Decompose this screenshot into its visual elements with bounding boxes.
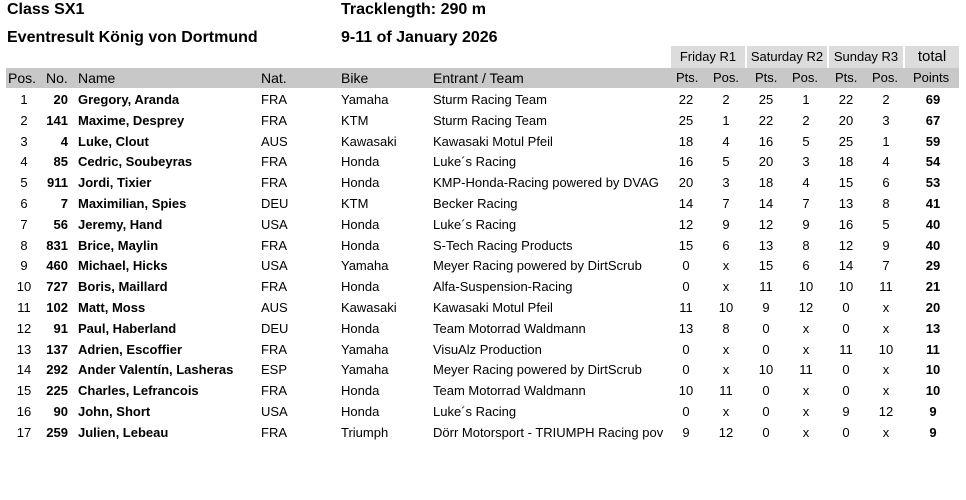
cell-number: 292 xyxy=(46,362,68,378)
cell-nat: AUS xyxy=(261,133,288,149)
cell-total: 9 xyxy=(929,403,937,419)
cell-r3-pts: 0 xyxy=(842,362,850,378)
cell-bike: Yamaha xyxy=(341,92,389,107)
cell-nat: USA xyxy=(261,216,288,232)
cell-number: 102 xyxy=(46,299,68,315)
cell-name: Luke, Clout xyxy=(78,133,149,149)
cell-bike: Triumph xyxy=(341,424,389,440)
cell-pos: 17 xyxy=(16,424,32,440)
cell-r1-pts: 18 xyxy=(678,133,694,149)
cell-pos: 7 xyxy=(20,216,28,232)
cell-total: 20 xyxy=(925,299,941,315)
cell-r1-pos: 1 xyxy=(722,112,730,128)
cell-nat: USA xyxy=(261,403,288,419)
cell-r2-pos: 2 xyxy=(802,112,810,128)
cell-team: Dörr Motorsport - TRIUMPH Racing pov xyxy=(433,424,664,440)
cell-r3-pts: 22 xyxy=(838,92,854,107)
cell-bike: Honda xyxy=(341,320,380,336)
cell-r3-pts: 11 xyxy=(839,341,853,357)
cell-team: Kawasaki Motul Pfeil xyxy=(433,299,553,315)
cell-r2-pos: x xyxy=(802,383,810,399)
cell-bike: Honda xyxy=(341,403,380,419)
cell-r1-pos: x xyxy=(722,341,730,357)
cell-team: Alfa-Suspension-Racing xyxy=(433,279,573,295)
track-length: Tracklength: 290 m xyxy=(341,1,486,18)
cell-r1-pts: 0 xyxy=(682,279,690,295)
cell-total: 53 xyxy=(925,175,941,191)
cell-pos: 6 xyxy=(20,195,28,211)
cell-r3-pos: 11 xyxy=(879,279,893,295)
cell-r3-pos: 7 xyxy=(882,258,890,274)
cell-nat: FRA xyxy=(261,383,287,399)
table-row xyxy=(0,173,966,194)
cell-r1-pos: 6 xyxy=(722,237,730,253)
cell-number: 20 xyxy=(53,92,68,107)
cell-r1-pos: x xyxy=(722,258,730,274)
table-row xyxy=(0,194,966,215)
cell-r2-pts: 25 xyxy=(758,92,774,107)
cell-team: Team Motorrad Waldmann xyxy=(433,383,586,399)
cell-nat: USA xyxy=(261,258,288,274)
col-r3-pos: Pos. xyxy=(872,70,899,85)
col-r3-pts: Pts. xyxy=(835,70,858,85)
cell-total: 40 xyxy=(925,237,941,253)
cell-name: Cedric, Soubeyras xyxy=(78,154,193,170)
cell-r3-pos: x xyxy=(882,320,890,336)
col-no: No. xyxy=(46,70,68,86)
table-row xyxy=(0,152,966,173)
cell-name: Jeremy, Hand xyxy=(78,216,163,232)
cell-r3-pos: 5 xyxy=(882,216,890,232)
cell-r3-pts: 10 xyxy=(838,279,854,295)
cell-bike: Yamaha xyxy=(341,258,389,274)
cell-r3-pts: 0 xyxy=(842,383,850,399)
cell-r3-pos: 10 xyxy=(878,341,894,357)
cell-team: VisuAlz Production xyxy=(433,341,542,357)
cell-bike: Yamaha xyxy=(341,341,389,357)
cell-team: Team Motorrad Waldmann xyxy=(433,320,586,336)
cell-r3-pts: 14 xyxy=(838,258,854,274)
cell-r1-pts: 16 xyxy=(678,154,694,170)
cell-r1-pos: 5 xyxy=(722,154,730,170)
table-row xyxy=(0,90,966,111)
table-row xyxy=(0,381,966,402)
cell-pos: 2 xyxy=(20,112,28,128)
cell-r1-pos: 11 xyxy=(719,383,733,399)
cell-r2-pts: 13 xyxy=(758,237,774,253)
cell-bike: Yamaha xyxy=(341,362,389,378)
cell-r1-pts: 15 xyxy=(678,237,694,253)
cell-r3-pos: 8 xyxy=(882,195,890,211)
cell-nat: ESP xyxy=(261,362,288,378)
cell-r3-pts: 0 xyxy=(842,299,850,315)
cell-r3-pts: 25 xyxy=(838,133,854,149)
cell-team: KMP-Honda-Racing powered by DVAG xyxy=(433,175,659,191)
cell-number: 141 xyxy=(46,112,68,128)
cell-r1-pts: 0 xyxy=(682,362,690,378)
table-row xyxy=(0,236,966,257)
cell-bike: Kawasaki xyxy=(341,133,397,149)
cell-pos: 3 xyxy=(20,133,28,149)
cell-r3-pos: 4 xyxy=(882,154,890,170)
col-r1-pos: Pos. xyxy=(713,70,740,85)
cell-bike: Honda xyxy=(341,237,380,253)
cell-r3-pos: 1 xyxy=(882,133,890,149)
cell-r2-pts: 0 xyxy=(762,403,770,419)
cell-r3-pos: 3 xyxy=(882,112,890,128)
cell-r2-pos: 5 xyxy=(802,133,810,149)
cell-r1-pts: 0 xyxy=(682,403,690,419)
cell-r2-pos: x xyxy=(802,341,810,357)
cell-r2-pts: 15 xyxy=(758,258,774,274)
class-title: Class SX1 xyxy=(7,1,85,18)
cell-r2-pos: 11 xyxy=(799,362,813,378)
cell-nat: FRA xyxy=(261,341,287,357)
cell-r1-pts: 9 xyxy=(682,424,690,440)
cell-r1-pts: 10 xyxy=(678,383,694,399)
cell-r2-pts: 0 xyxy=(762,341,770,357)
cell-r3-pts: 13 xyxy=(838,195,854,211)
table-row xyxy=(0,340,966,361)
cell-pos: 15 xyxy=(16,383,32,399)
cell-r3-pos: x xyxy=(882,362,890,378)
cell-name: Jordi, Tixier xyxy=(78,175,152,191)
cell-team: Meyer Racing powered by DirtScrub xyxy=(433,258,642,274)
cell-r1-pts: 20 xyxy=(678,175,694,191)
event-title: Eventresult König von Dortmund xyxy=(7,29,258,46)
cell-r2-pts: 20 xyxy=(758,154,774,170)
cell-r3-pos: 9 xyxy=(882,237,890,253)
cell-r2-pts: 0 xyxy=(762,424,770,440)
cell-r2-pts: 12 xyxy=(758,216,774,232)
table-row xyxy=(0,360,966,381)
cell-r3-pos: 2 xyxy=(882,92,890,107)
cell-total: 40 xyxy=(925,216,941,232)
cell-team: Luke´s Racing xyxy=(433,403,517,419)
cell-r1-pos: 12 xyxy=(718,424,734,440)
cell-r3-pos: x xyxy=(882,383,890,399)
cell-nat: FRA xyxy=(261,112,287,128)
cell-bike: KTM xyxy=(341,195,369,211)
cell-r2-pts: 10 xyxy=(758,362,774,378)
group-total: total xyxy=(905,46,959,68)
cell-number: 56 xyxy=(53,216,68,232)
cell-pos: 14 xyxy=(16,362,32,378)
col-pos: Pos. xyxy=(8,70,37,86)
cell-total: 59 xyxy=(925,133,941,149)
event-date: 9-11 of January 2026 xyxy=(341,29,498,46)
cell-nat: FRA xyxy=(261,92,287,107)
cell-bike: Honda xyxy=(341,216,380,232)
cell-team: Sturm Racing Team xyxy=(433,92,547,107)
cell-number: 911 xyxy=(47,175,68,191)
table-row xyxy=(0,277,966,298)
column-header-row xyxy=(6,68,959,88)
cell-number: 91 xyxy=(53,320,68,336)
cell-nat: FRA xyxy=(261,279,287,295)
cell-pos: 13 xyxy=(16,341,32,357)
cell-r1-pos: 7 xyxy=(722,195,730,211)
cell-r1-pts: 14 xyxy=(678,195,694,211)
cell-r3-pos: x xyxy=(882,299,890,315)
cell-name: Paul, Haberland xyxy=(78,320,177,336)
cell-bike: Honda xyxy=(341,154,380,170)
cell-team: Becker Racing xyxy=(433,195,518,211)
cell-total: 13 xyxy=(925,320,941,336)
cell-r1-pos: 10 xyxy=(718,299,734,315)
cell-r2-pos: 4 xyxy=(802,175,810,191)
cell-number: 85 xyxy=(53,154,68,170)
cell-r1-pos: x xyxy=(722,362,730,378)
col-r1-pts: Pts. xyxy=(676,70,699,85)
cell-team: Sturm Racing Team xyxy=(433,112,547,128)
cell-nat: DEU xyxy=(261,195,289,211)
cell-nat: FRA xyxy=(261,424,287,440)
table-row xyxy=(0,298,966,319)
cell-r2-pts: 0 xyxy=(762,320,770,336)
table-row xyxy=(0,402,966,423)
cell-r2-pos: 6 xyxy=(802,258,810,274)
cell-r2-pos: x xyxy=(802,424,810,440)
cell-total: 69 xyxy=(925,92,941,107)
cell-bike: Honda xyxy=(341,175,380,191)
cell-pos: 10 xyxy=(16,279,32,295)
table-row xyxy=(0,423,966,444)
cell-r2-pts: 9 xyxy=(762,299,770,315)
cell-name: Matt, Moss xyxy=(78,299,146,315)
cell-name: Gregory, Aranda xyxy=(78,92,180,107)
col-name: Name xyxy=(78,70,116,86)
cell-nat: AUS xyxy=(261,299,288,315)
cell-r3-pts: 15 xyxy=(838,175,854,191)
cell-number: 225 xyxy=(46,383,68,399)
cell-team: S-Tech Racing Products xyxy=(433,237,573,253)
cell-r2-pts: 16 xyxy=(758,133,774,149)
cell-r1-pts: 0 xyxy=(682,258,690,274)
cell-pos: 9 xyxy=(20,258,28,274)
cell-r1-pts: 11 xyxy=(679,299,693,315)
cell-r3-pts: 20 xyxy=(838,112,854,128)
cell-total: 11 xyxy=(926,341,940,357)
cell-r2-pos: 12 xyxy=(798,299,814,315)
cell-number: 137 xyxy=(46,341,68,357)
col-r2-pts: Pts. xyxy=(755,70,778,85)
cell-number: 259 xyxy=(46,424,68,440)
cell-r3-pts: 0 xyxy=(842,320,850,336)
cell-team: Luke´s Racing xyxy=(433,216,517,232)
cell-total: 54 xyxy=(925,154,941,170)
col-nat: Nat. xyxy=(261,70,287,86)
cell-nat: FRA xyxy=(261,237,287,253)
cell-bike: Kawasaki xyxy=(341,299,397,315)
cell-r1-pts: 0 xyxy=(682,341,690,357)
cell-r2-pos: 1 xyxy=(802,92,810,107)
cell-r1-pts: 22 xyxy=(678,92,694,107)
cell-total: 41 xyxy=(925,195,941,211)
cell-r3-pts: 16 xyxy=(838,216,854,232)
cell-r2-pos: 8 xyxy=(802,237,810,253)
cell-r1-pos: 3 xyxy=(722,175,730,191)
cell-name: Maxime, Desprey xyxy=(78,112,185,128)
results-table xyxy=(0,90,966,444)
cell-r1-pos: x xyxy=(722,403,730,419)
col-bike: Bike xyxy=(341,70,369,86)
col-r2-pos: Pos. xyxy=(792,70,819,85)
cell-bike: KTM xyxy=(341,112,369,128)
table-row xyxy=(0,319,966,340)
cell-r1-pts: 12 xyxy=(678,216,694,232)
cell-pos: 1 xyxy=(20,92,28,107)
cell-r2-pts: 18 xyxy=(758,175,774,191)
cell-name: Maximilian, Spies xyxy=(78,195,187,211)
cell-team: Meyer Racing powered by DirtScrub xyxy=(433,362,642,378)
cell-r2-pos: x xyxy=(802,320,810,336)
cell-r2-pts: 22 xyxy=(758,112,774,128)
cell-name: Michael, Hicks xyxy=(78,258,168,274)
cell-nat: DEU xyxy=(261,320,289,336)
cell-r3-pts: 12 xyxy=(838,237,854,253)
cell-pos: 16 xyxy=(16,403,32,419)
cell-total: 10 xyxy=(925,362,941,378)
cell-r2-pos: 9 xyxy=(802,216,810,232)
cell-total: 10 xyxy=(925,383,941,399)
cell-r2-pos: 3 xyxy=(802,154,810,170)
cell-name: Brice, Maylin xyxy=(78,237,159,253)
cell-number: 727 xyxy=(46,279,68,295)
cell-r1-pos: 4 xyxy=(722,133,730,149)
cell-r1-pos: 8 xyxy=(722,320,730,336)
group-saturday-r2: Saturday R2 xyxy=(747,46,827,68)
cell-r1-pos: x xyxy=(722,279,730,295)
cell-r2-pts: 14 xyxy=(758,195,774,211)
cell-name: Ander Valentín, Lasheras xyxy=(78,362,234,378)
cell-pos: 5 xyxy=(20,175,28,191)
cell-r3-pts: 0 xyxy=(842,424,850,440)
cell-number: 7 xyxy=(60,195,68,211)
cell-r3-pts: 9 xyxy=(842,403,850,419)
cell-team: Luke´s Racing xyxy=(433,154,517,170)
cell-bike: Honda xyxy=(341,383,380,399)
cell-r3-pos: 12 xyxy=(878,403,894,419)
cell-name: Boris, Maillard xyxy=(78,279,168,295)
cell-pos: 12 xyxy=(16,320,32,336)
cell-r2-pts: 0 xyxy=(762,383,770,399)
cell-number: 90 xyxy=(53,403,68,419)
cell-number: 4 xyxy=(60,133,68,149)
cell-name: Julien, Lebeau xyxy=(78,424,169,440)
cell-pos: 11 xyxy=(17,299,31,315)
cell-r2-pos: x xyxy=(802,403,810,419)
cell-r3-pos: x xyxy=(882,424,890,440)
table-row xyxy=(0,111,966,132)
cell-total: 67 xyxy=(925,112,941,128)
table-row xyxy=(0,256,966,277)
cell-r1-pos: 9 xyxy=(722,216,730,232)
cell-nat: FRA xyxy=(261,154,287,170)
group-sunday-r3: Sunday R3 xyxy=(829,46,903,68)
cell-total: 21 xyxy=(925,279,941,295)
cell-name: John, Short xyxy=(78,403,151,419)
cell-total: 9 xyxy=(929,424,937,440)
cell-number: 831 xyxy=(46,237,68,253)
cell-pos: 4 xyxy=(20,154,28,170)
table-row xyxy=(0,215,966,236)
table-row xyxy=(0,132,966,153)
cell-nat: FRA xyxy=(261,175,287,191)
col-total-points: Points xyxy=(913,70,950,85)
cell-pos: 8 xyxy=(20,237,28,253)
cell-r2-pos: 10 xyxy=(798,279,814,295)
cell-r2-pts: 11 xyxy=(759,279,773,295)
cell-r2-pos: 7 xyxy=(802,195,810,211)
cell-name: Adrien, Escoffier xyxy=(78,341,183,357)
cell-total: 29 xyxy=(925,258,941,274)
cell-r1-pts: 25 xyxy=(678,112,694,128)
cell-r1-pts: 13 xyxy=(678,320,694,336)
cell-bike: Honda xyxy=(341,279,380,295)
cell-r3-pos: 6 xyxy=(882,175,890,191)
cell-r3-pts: 18 xyxy=(838,154,854,170)
group-friday-r1: Friday R1 xyxy=(671,46,745,68)
cell-number: 460 xyxy=(46,258,68,274)
cell-name: Charles, Lefrancois xyxy=(78,383,199,399)
col-team: Entrant / Team xyxy=(433,70,524,86)
cell-team: Kawasaki Motul Pfeil xyxy=(433,133,553,149)
cell-r1-pos: 2 xyxy=(722,92,730,107)
